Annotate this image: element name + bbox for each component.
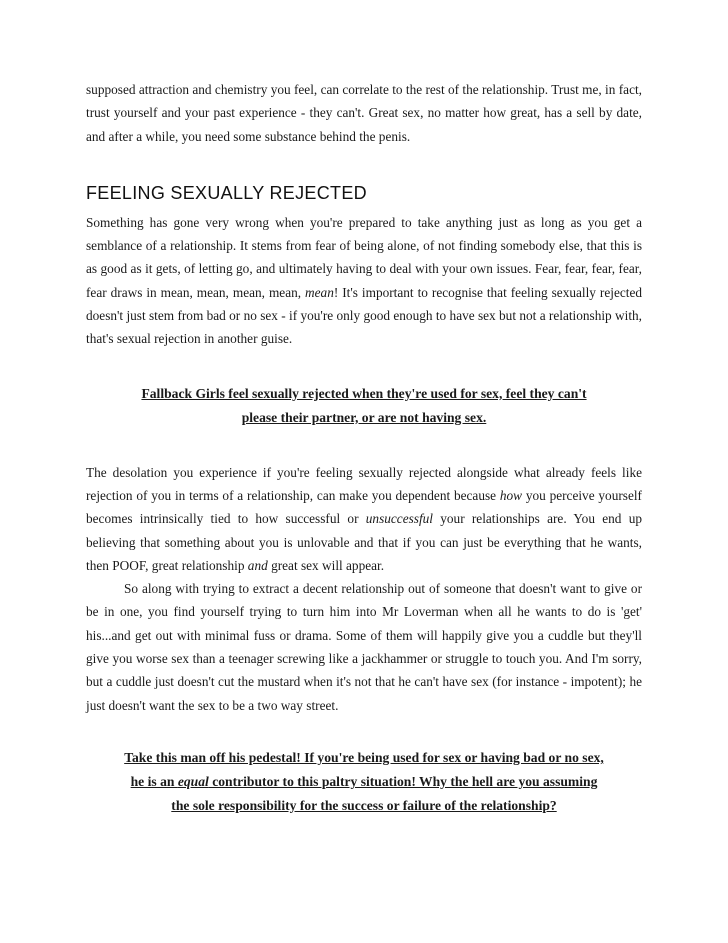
paragraph-desolation-text-a: The desolation you experience if you're feeling sexually rejected alongside what already feels like rejection of you in terms of a relationship, can make you dependent because — [86, 464, 642, 503]
paragraph-desolation-text-c: your relationships are. You end up believing that something about you is unlovable and that if you can just be everything that he wants, then POOF, great relationship — [86, 511, 642, 573]
paragraph-fear-text-b: ! It's important to recognise that feeling sexually rejected doesn't just stem from bad or no sex - if you're only good enough to have sex but not a relationship with, that's sexual rejection in another guise. — [86, 284, 642, 347]
callout-pedestal-line2-a: he is an — [130, 773, 178, 789]
paragraph-desolation-emphasis-and: and — [247, 557, 268, 573]
callout-pedestal — [86, 746, 642, 818]
callout-pedestal-line2-b: contributor to this paltry situation! Why the hell are you assuming — [208, 773, 598, 789]
paragraph-desolation-text-d: great sex will appear. — [267, 557, 385, 573]
paragraph-fear — [86, 211, 642, 351]
callout-pedestal-line1: Take this man off his pedestal! If you're being used for sex or having bad or no sex, — [124, 749, 604, 765]
paragraph-desolation-emphasis-unsuccessful: unsuccessful — [365, 511, 433, 527]
paragraph-desolation-emphasis-how: how — [499, 487, 523, 503]
callout-fallback-girls-line2: please their partner, or are not having sex. — [241, 409, 487, 425]
intro-paragraph: supposed attraction and chemistry you feel, can correlate to the rest of the relationship. Trust me, in fact, trust yourself and your past experience - they can't. Great sex, no matter how great, has a sell by date, and after a while, you need some substance behind the penis. — [86, 82, 642, 144]
paragraph-desolation-text-b: you perceive yourself becomes intrinsically tied to how successful or — [86, 487, 642, 527]
callout-pedestal-emphasis-equal: equal — [177, 773, 209, 789]
paragraph-loverman: So along with trying to extract a decent relationship out of someone that doesn't want to give or be in one, you find yourself trying to turn him into Mr Loverman when all he wants to do is 'get' his...and get out with minimal fuss or drama. Some of them will happily give you a cuddle but they'll give you worse sex than a teenager screwing like a jackhammer or struggle to touch you. And I'm sorry, but a cuddle just doesn't cut the mustard when it's not that he can't have sex (for instance - impotent); he just doesn't want the sex to be a two way street. — [86, 581, 642, 713]
callout-fallback-girls — [86, 382, 642, 430]
callout-pedestal-line3: the sole responsibility for the success or failure of the relationship? — [171, 797, 557, 813]
paragraph-fear-text-a: Something has gone very wrong when you're prepared to take anything just as long as you get a semblance of a relationship. It stems from fear of being alone, of not finding somebody else, that this is as good as it gets, of letting go, and ultimately having to deal with your own issues. Fear, fear, fear, fear, fear draws in mean, mean, mean, mean, — [86, 214, 642, 300]
section-heading: FEELING SEXUALLY REJECTED — [86, 182, 367, 203]
paragraph-fear-emphasis: mean — [305, 284, 334, 300]
callout-pedestal-line2 — [86, 770, 642, 794]
paragraph-desolation — [86, 461, 642, 577]
callout-fallback-girls-line1: Fallback Girls feel sexually rejected when they're used for sex, feel they can't — [141, 385, 587, 401]
